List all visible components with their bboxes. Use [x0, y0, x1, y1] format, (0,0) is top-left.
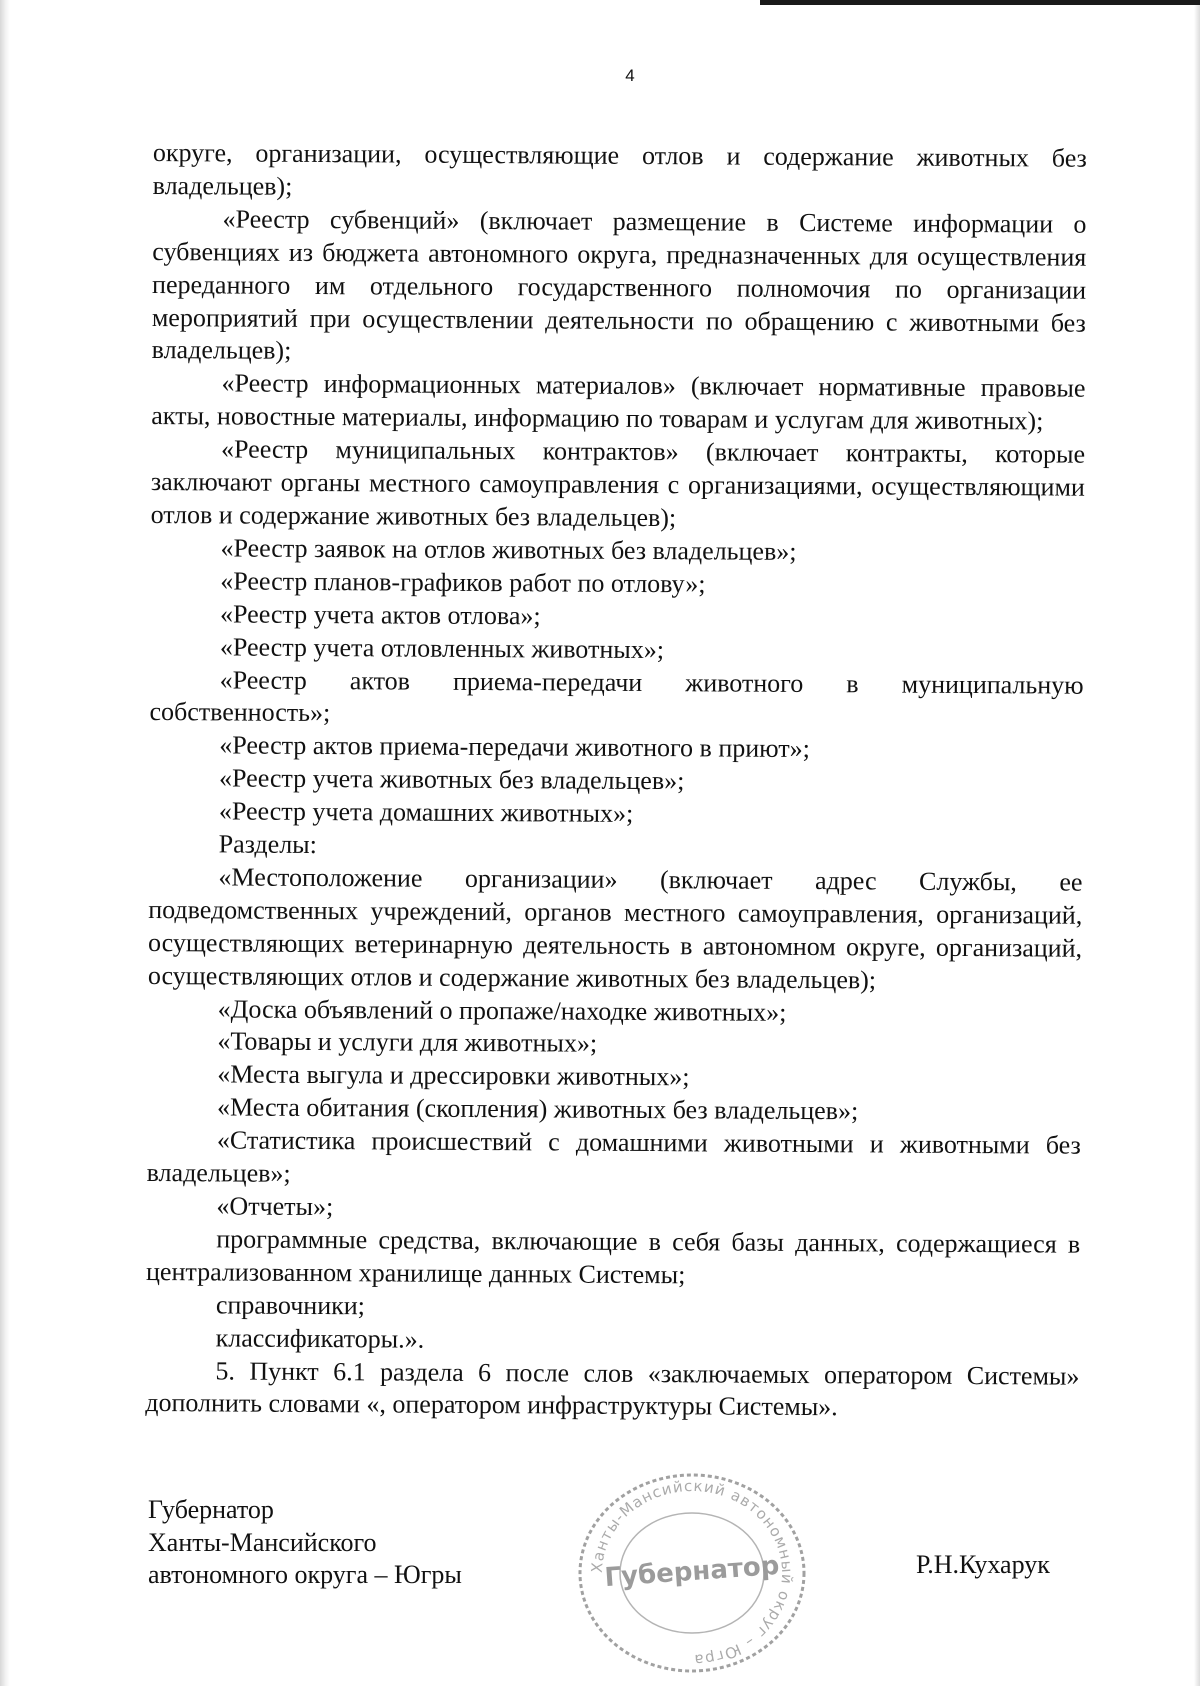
paragraph-habitat-places: «Места обитания (скопления) животных без владельцев»;: [216, 1092, 859, 1126]
official-seal: [572, 1468, 812, 1678]
paragraph-incident-statistics: «Статистика происшествий с домашними животными и животными без владельцев»;: [146, 1125, 1081, 1188]
paragraph-organization-location: «Местоположение организации» (включает адрес Службы, ее подведомственных учреждений, органов местного самоуправления, организаций, осуществляющих ветеринарную деятельность в автономном округе, организаций, осуществляющих отлов и содержание животных без владельцев);: [147, 862, 1083, 995]
signature-title-line-3: автономного округа – Югры: [148, 1560, 462, 1589]
paragraph-municipal-transfer-acts-registry: «Реестр актов приема-передачи животного в муниципальную собственность»;: [149, 664, 1084, 728]
paragraph-captured-animals-registry: «Реестр учета отловленных животных»;: [219, 632, 665, 664]
scan-right-edge: [1194, 0, 1200, 1686]
paragraph-reference-books: справочники;: [215, 1290, 366, 1321]
paragraph-capture-requests-registry: «Реестр заявок на отлов животных без владельцев»;: [220, 533, 797, 566]
paragraph-walking-training-places: «Места выгула и дрессировки животных»;: [217, 1059, 690, 1092]
paragraph-item-5: 5. Пункт 6.1 раздела 6 после слов «заключаемых оператором Системы» дополнить словами «, оператором инфраструктуры Системы».: [145, 1355, 1080, 1422]
paragraph-domestic-animals-registry: «Реестр учета домашних животных»;: [218, 796, 634, 829]
seal-center-text: Губернатор: [603, 1550, 781, 1594]
paragraph-subventions-registry: «Реестр субвенций» (включает размещение в Системе информации о субвенциях из бюджета автономного округа, предназначенных для осуществления переданного им отдельного государственного полномочия по организации мероприятий при осуществлении деятельности по обращению с животными без владельцев);: [151, 204, 1087, 366]
paragraph-reports: «Отчеты»;: [216, 1191, 334, 1222]
paragraph-shelter-transfer-acts-registry: «Реестр актов приема-передачи животного в приют»;: [219, 730, 810, 764]
signature-title-line-2: Ханты-Мансийского: [148, 1527, 377, 1557]
scan-left-edge: [0, 0, 10, 1686]
signature-block: [148, 1494, 462, 1592]
signature-title-line-1: Губернатор: [148, 1495, 274, 1524]
signer-name: Р.Н.Кухарук: [916, 1550, 1050, 1579]
paragraph-goods-services: «Товары и услуги для животных»;: [217, 1026, 598, 1059]
paragraph-capture-schedules-registry: «Реестр планов-графиков работ по отлову»;: [220, 566, 706, 599]
document-body: [145, 137, 1087, 1426]
page-number: 4: [625, 66, 635, 85]
paragraph-capture-acts-registry: «Реестр учета актов отлова»;: [220, 599, 541, 631]
paragraph-classifiers: классификаторы.».: [215, 1323, 425, 1354]
scan-top-line: [760, 0, 1200, 5]
paragraph-software: программные средства, включающие в себя базы данных, содержащиеся в централизованном хранилище данных Системы;: [145, 1224, 1081, 1290]
paragraph-ownerless-animals-registry: «Реестр учета животных без владельцев»;: [218, 763, 685, 796]
paragraph-lost-found-board: «Доска объявлений о пропаже/находке животных»;: [217, 993, 787, 1027]
paragraph-municipal-contracts-registry: «Реестр муниципальных контрактов» (включает контракты, которые заключают органы местного самоуправления с организациями, осуществляющими отлов и содержание животных без владельцев);: [150, 434, 1086, 533]
seal-ring-text: Ханты-Мансийский автономный округ – Югра: [587, 1476, 797, 1670]
paragraph-info-materials-registry: «Реестр информационных материалов» (включает нормативные правовые акты, новостные материалы, информацию по товарам и услугам для животных);: [151, 368, 1086, 436]
paragraph-continuation: округе, организации, осуществляющие отлов и содержание животных без владельцев);: [152, 137, 1087, 201]
paragraph-sections-heading: Разделы:: [218, 829, 318, 860]
